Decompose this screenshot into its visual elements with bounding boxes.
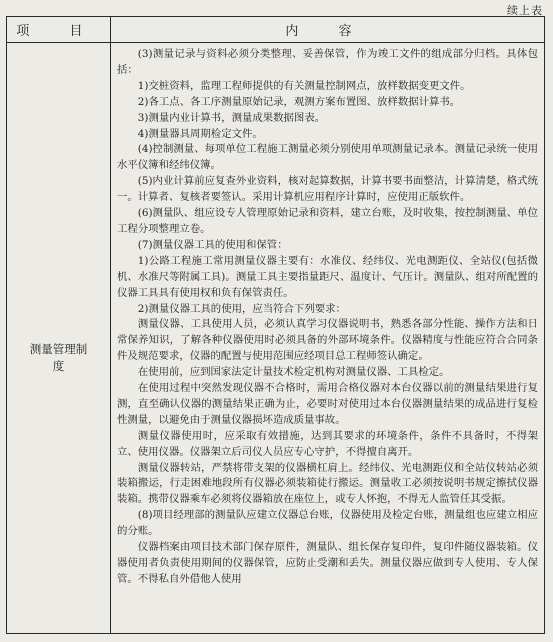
content-paragraph: 2)各工点、各工序测量原始记录，观测方案布置图、放样数据计算书。 bbox=[137, 95, 461, 108]
content-paragraph: (3)测量记录与资料必须分类整理、妥善保管，作为竣工文件的组成部分归档。具体包括： bbox=[117, 48, 538, 76]
content-paragraph: 4)测量器具周期检定文件。 bbox=[137, 127, 263, 140]
table-row bbox=[7, 43, 544, 633]
item-label: 测量管理制度 bbox=[29, 342, 88, 373]
content-paragraph: 3)测量内业计算书，测量成果数据图表。 bbox=[137, 111, 326, 124]
header-content: 内 容 bbox=[285, 24, 370, 39]
content-table bbox=[6, 16, 545, 634]
continued-label: 续上表 bbox=[507, 4, 543, 17]
header-item: 项 目 bbox=[7, 17, 111, 42]
item-cell bbox=[7, 43, 111, 633]
content-paragraph: 在使用前，应到国家法定计量技术检定机构对测量仪器、工具检定。 bbox=[137, 366, 450, 379]
content-paragraph: 测量仪器转站，严禁将带支架的仪器横杠肩上。经纬仪、光电测距仪和全站仪转站必须装箱搬运，行走困难地段所有仪器必须装箱徒行搬运。测量收工必须按说明书规定擦拭仪器装箱。携带仪器乘车必须将仪器箱放在座位上，或专人怀抱，不得无人监管任其受振。 bbox=[117, 461, 538, 506]
content-paragraph: (6)测量队、组应设专人管理原始记录和资料，建立台账，及时收集，按控制测量、单位工程分项整理立卷。 bbox=[117, 207, 538, 235]
content-cell bbox=[111, 43, 544, 633]
content-paragraph: (7)测量仪器工具的使用和保管： bbox=[137, 238, 288, 251]
content-paragraph: 1)公路工程施工常用测量仪器主要有：水准仪、经纬仪、光电测距仪、全站仪(包括微机、水准尺等附属工具)。测量工具主要指量距尺、温度计、气压计。测量队、组对所配置的仪器工具具有使用权和负有保管责任。 bbox=[117, 254, 538, 299]
content-paragraph: (4)控制测量、每项单位工程施工测量必须分别使用单项测量记录本。测量记录统一使用水平仪簿和经纬仪簿。 bbox=[117, 143, 538, 172]
content-paragraph: 在使用过程中突然发现仪器不合格时，需用合格仪器对本台仪器以前的测量结果进行复测，直至确认仪器的测量结果正确为止，必要时对使用过本台仪器测量结果的成品进行复检性测量，以避免由于测量仪器损坏造成质量事故。 bbox=[117, 382, 538, 426]
table-header bbox=[7, 17, 544, 43]
content-paragraph: 1)交桩资料，监理工程师提供的有关测量控制网点，放样数据变更文件。 bbox=[137, 79, 471, 92]
content-paragraph: (5)内业计算前应复查外业资料，核对起算数据，计算书要书面整洁，计算清楚，格式统一。计算者、复核者要签认。采用计算机应用程序计算时，应使用正版软件。 bbox=[117, 175, 538, 204]
content-paragraph: 仪器档案由项目技术部门保存原件，测量队、组长保存复印件，复印件随仪器装箱。仪器使用者负责使用期间的仪器保管，应防止受潮和丢失。测量仪器应做到专人使用、专人保管。不得私自外借他人使用 bbox=[117, 541, 538, 585]
content-paragraph: 测量仪器使用时，应采取有效措施，达到其要求的环境条件，条件不具备时，不得架立、使用仪器。仪器架立后司仪人员应专心守护，不得擅自离开。 bbox=[117, 429, 538, 458]
content-paragraph: 测量仪器、工具使用人员，必须认真学习仪器说明书，熟悉各部分性能、操作方法和日常保养知识，了解各种仪器使用时必须具备的外部环境条件。仪器精度与性能应符合合同条件及规范要求，仪器的配置与使用范围应经项目总工程师签认确定。 bbox=[117, 318, 538, 363]
content-paragraph: 2)测量仪器工具的使用，应当符合下列要求： bbox=[137, 302, 346, 315]
content-paragraph: (8)项目经理部的测量队应建立仪器总台账，仪器使用及检定台账，测量组也应建立相应的分账。 bbox=[117, 509, 538, 538]
